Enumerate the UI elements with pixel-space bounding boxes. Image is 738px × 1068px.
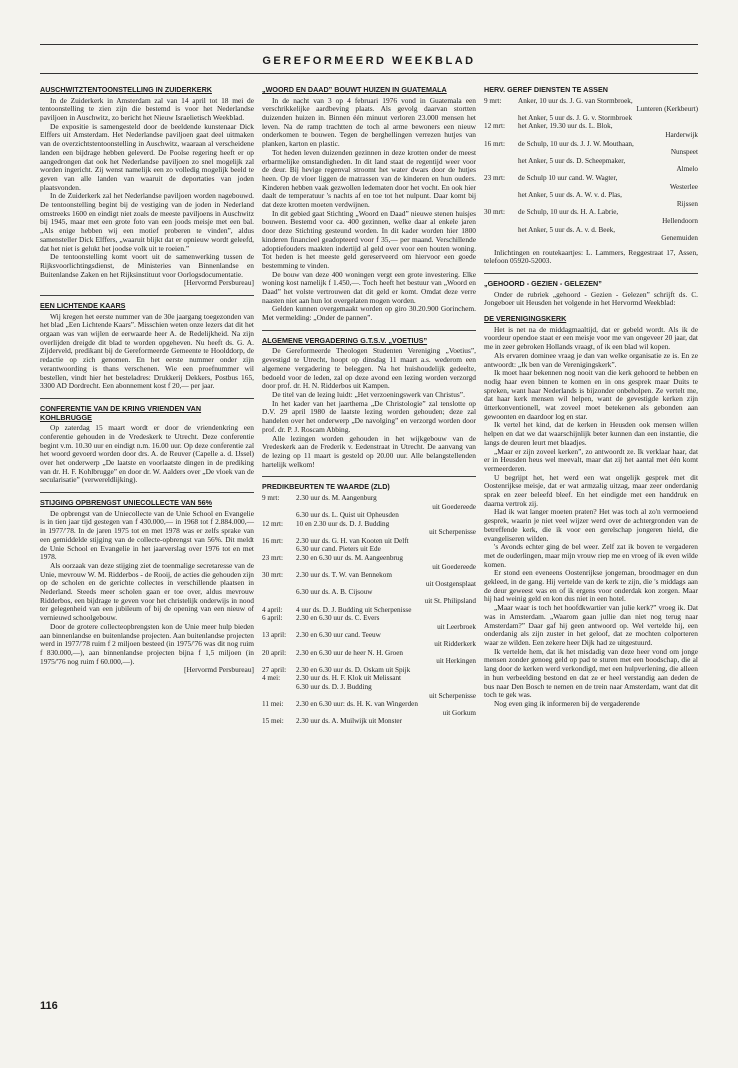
schedule-entry: [296, 588, 476, 605]
schedule-text: de Schulp, 10 uur ds. J. J. W. Mouthaan,: [518, 139, 634, 148]
article-paragraph: Door de grotere collecteopbrengsten kon de Unie meer hulp bieden aan binnenlandse en buitenlandse projecten. Aan buitenlandse projecten werd in 1977/'78 ruim f 2 miljoen besteed (in 1975/'76 was dit nog ruim f 830.000,—), aan binnenlandse projecten bijna f 1,5 miljoen (in 1975/'76 nog ruim f 60.000,—).: [40, 621, 254, 666]
schedule-date: 30 mrt:: [484, 208, 505, 217]
schedule-entry: [296, 537, 476, 546]
schedule-row: [484, 226, 698, 243]
schedule-date: 9 mrt:: [262, 493, 280, 502]
article-paragraph: In het kader van het jaarthema „De Christologie” zal tenslotte op D.V. 29 april 1980 de laatste lezing worden gehouden; deze zal handelen over het onderwerp „De navolging” en verzorgd worden door prof. dr. P. J. Roscam Abbing.: [262, 398, 476, 434]
article-paragraph: In de Zuiderkerk zal het Nederlandse paviljoen worden nagebouwd. De tentoonstelling begint bij de vestiging van de joden in Nederland omstreeks 1600 en eindigt niet zoals de meeste paviljoens in Auschwitz bij 1945, maar met een grote foto van een joods meisje met een bal. „Als enige hebben wij een motief proberen te vinden”, aldus samensteller Dick Elffers, „waaruit blijkt dat er opnieuw wordt geleefd, dat het niet is gelukt het joodse volk uit te roeien.”: [40, 191, 254, 253]
schedule-entry: [518, 226, 698, 243]
article-paragraph: Ik moet haar bekennen nog nooit van die kerk gehoord te hebben en nodig haar even binnen te komen en in ons gesprek maar Duits te spreken, want haar Nederlands is bijzonder onbeholpen. Ze vertelt me, dat haar kerk mensen wil helpen, want de gevestigde kerken zijn ütterkonventionell, wat zoveel moet betekenen als gebonden aan gewoonten en daardoor log en star.: [484, 368, 698, 421]
schedule-entry: [296, 520, 476, 537]
schedule-text: het Anker, 19.30 uur ds. L. Blok,: [518, 122, 613, 131]
schedule-row: [484, 174, 698, 191]
article-paragraph: Er stond een eveneens Oostenrijkse jongeman, broodmager en dun gekleed, in de gang. Hij vertelde van de kerk te zijn, die 's middags aan de deur geweest was en of ik ergens voor onderdak kon zorgen. Maar hij had weinig geld en kon dus niet in een hotel.: [484, 568, 698, 604]
schedule-date: 23 mrt:: [262, 554, 283, 563]
article-divider: [40, 295, 254, 296]
schedule-text: het Anker, 5 uur ds. A. W. v. d. Plas,: [518, 191, 622, 200]
article: [40, 405, 254, 485]
column-left: [40, 86, 254, 682]
schedule-place: Lunteren (Kerkbeurt): [636, 105, 698, 114]
schedule-row: [262, 494, 476, 511]
schedule-date: [262, 545, 296, 554]
schedule-text: Anker, 10 uur ds. J. G. van Stormbroek,: [518, 96, 633, 105]
article-paragraph: Op zaterdag 15 maart wordt er door de vriendenkring een conferentie gehouden in de Vredeskerk te Utrecht. Deze conferentie begint v.m. 10.30 uur en eindigt n.m. 16.00 uur. Op deze conferentie zal het woord gevoerd worden door drs. A. de Reuver (Capelle a. d. IJssel) over het onderwerp „De laatste en voorlaatste dingen in de prediking van dr. H. F. Kohlbrugge” en door dr. W. Aalders over „De vloek van de secularisatie” (verwereldlijking).: [40, 423, 254, 485]
article-title: CONFERENTIE VAN DE KRING VRIENDEN VAN KOHLBRUGGE: [40, 403, 202, 422]
schedule-row: [262, 700, 476, 717]
schedule-entry: [518, 191, 698, 208]
schedule-row: [484, 208, 698, 225]
article-paragraph: Tot heden leven duizenden gezinnen in deze krotten onder de meest erbarmelijke omstandigheden. In dit land staat de regentijd weer voor de deur. Bij hevige regenval stroomt het water dwars door de hutjes heen. Op de vloer liggen de matrassen van de kinderen en hun ouders. Kinderen hebben vaak gezwollen ledematen door het vocht. En ook hier daalt de temperatuur 's nachts af en toe tot het nulpunt. Daar komt bij dat deze krotten moeten verdwijnen.: [262, 147, 476, 210]
schedule-row: [484, 191, 698, 208]
article-title: ALGEMENE VERGADERING G.T.S.V. „VOETIUS”: [262, 335, 428, 345]
schedule-date: 20 april:: [262, 648, 287, 657]
schedule-text: 6.30 uur ds. D. J. Budding: [296, 682, 372, 691]
schedule-row: [262, 614, 476, 631]
schedule-table: [484, 97, 698, 243]
schedule-entry: [296, 554, 476, 571]
schedule-text: 2.30 en 6.30 uur cand. Teeuw: [296, 631, 381, 640]
schedule-entry: [296, 717, 476, 726]
article: [484, 315, 698, 709]
article-paragraph: Als oorzaak van deze stijging ziet de toenmalige secretaresse van de Unie, mevrouw W. M. Ridderbos - de Rooij, de acties die gehouden zijn op de scholen en de gerichte collectes in verschillende plaatsen in Nederland. Steeds meer scholen gaan er toe over, aldus mevrouw Ridderbos, een bijdrage te geven voor het christelijk onderwijs in nood ter gelegenheid van een jubileum of bij de opening van een nieuw of vernieuwd schoolgebouw.: [40, 560, 254, 623]
schedule-place: Harderwijk: [665, 130, 698, 139]
article-paragraph: Ik vertelde hem, dat ik het misdadig van deze heer vond om jonge mensen zonder genoeg geld op pad te sturen met een boodschap, die al lang door de kerken werd verkondigd, met een hulpverlening, die alleen in hun verbeelding bestond en dat ze er heel verstandig aan deden de bus naar Den Bosch te nemen en de trein naar Amsterdam, want dat dit toch te gek was.: [484, 646, 698, 700]
article-title: AUSCHWITZTENTOONSTELLING IN ZUIDERKERK: [40, 85, 212, 94]
schedule: [484, 86, 698, 266]
article-divider: [40, 492, 254, 493]
schedule-place: uit Goedereede: [432, 502, 476, 511]
schedule-entry: [518, 97, 698, 114]
schedule-row: [484, 157, 698, 174]
schedule-date: 13 april:: [262, 631, 287, 640]
schedule-entry: [518, 140, 698, 157]
article-paragraph: Als ervaren dominee vraag je dan van welke organisatie ze is. En ze antwoordt: „Ik ben van de Verenigingskerk”.: [484, 350, 698, 369]
schedule-row: [262, 666, 476, 675]
schedule-place: uit Herkingen: [436, 657, 476, 666]
article-paragraph: De opbrengst van de Uniecollecte van de Unie School en Evangelie is in tien jaar tijd gestegen van f 430.000,— in 1968 tot f 2.884.000,— in 1977/'78. In de jaren 1975 tot en met 1978 was er zelfs sprake van een gemiddelde stijging van de collecte-opbrengst van 56%. Dit meldt de Unie School en Evangelie in het jaarverslag over 1976 tot en met 1978.: [40, 508, 254, 562]
schedule-table: [262, 494, 476, 726]
schedule-row: [262, 683, 476, 700]
schedule-title: PREDIKBEURTEN TE WAARDE (ZLD): [262, 482, 390, 492]
article-paragraph: De Gereformeerde Theologen Studenten Vereniging „Voetius”, gevestigd te Utrecht, hoopt op dinsdag 11 maart a.s. wederom een algemene vergadering te beleggen. Na het huishoudelijk gedeelte, bedoeld voor de leden, zal op deze avond een lezing worden verzorgd door prof. dr. H. N. Ridderbos uit Kampen.: [262, 346, 476, 391]
schedule-entry: [296, 700, 476, 717]
schedule-place: uit Gorkum: [442, 708, 476, 717]
schedule-date: [262, 511, 296, 520]
article-paragraph: De expositie is samengesteld door de beeldende kunstenaar Dick Elffers uit Amsterdam. Het Nederlandse paviljoen gaat deel uitmaken van de overzichtstentoonstelling in Auschwitz, waaraan al verscheidene landen een bijdrage hebben geleverd. De Poolse regering heeft er op aangedrongen dat ook het Nederlandse paviljoen zo snel mogelijk zal worden ingericht. Zij wenst namelijk een zo volledig mogelijk beeld te geven van alle landen van waaruit de deportaties van joden plaatsvonden.: [40, 121, 254, 192]
schedule-row: [262, 674, 476, 683]
schedule-date: 30 mrt:: [262, 571, 283, 580]
schedule-row: [484, 97, 698, 114]
schedule-text: 2.30 en 6.30 uur de heer N. H. Groen: [296, 648, 403, 657]
schedule-entry: [296, 606, 476, 615]
schedule-title: HERV. GEREF DIENSTEN TE ASSEN: [484, 85, 608, 94]
schedule-date: [484, 226, 518, 243]
schedule-text: 10 en 2.30 uur ds. D. J. Budding: [296, 519, 390, 528]
schedule-row: [262, 511, 476, 520]
header-bottom-rule: [40, 73, 698, 74]
schedule-place: uit Ridderkerk: [434, 640, 476, 648]
schedule-text: 2.30 en 6.30 uur: ds. H. K. van Wingerden: [296, 700, 418, 709]
schedule-place: uit Oostgensplaat: [425, 579, 476, 588]
article-divider: [262, 476, 476, 477]
schedule-date: 16 mrt:: [484, 139, 505, 148]
article-divider: [40, 398, 254, 399]
publication-title: GEREFORMEERD WEEKBLAD: [262, 55, 476, 67]
schedule-date: 11 mei:: [262, 700, 284, 709]
article-title: DE VERENIGINGSKERK: [484, 314, 567, 324]
schedule-entry: [296, 511, 476, 520]
schedule-row: [484, 140, 698, 157]
column-right: [484, 86, 698, 716]
schedule-date: [484, 157, 518, 174]
schedule-date: 23 mrt:: [484, 173, 505, 182]
schedule-date: 16 mrt:: [262, 536, 283, 545]
article-paragraph: In de Zuiderkerk in Amsterdam zal van 14 april tot 18 mei de tentoonstelling te zien zijn die bestemd is voor het Nederlandse paviljoen in Auschwitz, zo bericht het Nieuw Israelietisch Weekblad.: [40, 95, 254, 122]
schedule-row: [262, 606, 476, 615]
schedule-place: Nunspeet: [670, 148, 698, 157]
schedule-place: uit Scherpenisse: [429, 528, 476, 537]
schedule-row: [262, 717, 476, 726]
article-divider: [484, 273, 698, 274]
schedule-date: [262, 588, 296, 605]
article-paragraph: Nog even ging ik informeren bij de vergaderende: [494, 698, 640, 708]
schedule-text: 2.30 uur ds. A. Muilwijk uit Monster: [296, 717, 403, 726]
article-paragraph: Had ik wat langer moeten praten? Het was toch al zo'n vermoeiend gesprek, waarin je niet veel wijzer werd over de achtergronden van de betreffende kerk, die ik voor een gerelschap jongeren hield, die evangeliseren wilden.: [484, 507, 698, 543]
article-paragraph: In de nacht van 3 op 4 februari 1976 vond in Guatemala een verschrikkelijke aardbeving plaats. Als gevolg daarvan stortten duizenden huizen in. Binnen één minuut verloren 23.000 mensen het leven. Na de ramp trachtten de toch al arme bewoners een nieuw onderkomen te bouwen. Tegen de berghellingen verrezen hutjes van planken, karton en plastic.: [262, 95, 476, 149]
schedule-date: [262, 683, 296, 700]
header-top-rule: [40, 44, 698, 45]
schedule-row: [262, 571, 476, 588]
article-paragraph: „Maar er zijn zoveel kerken”, zo antwoordt ze. Ik verklaar haar, dat er in Heusden heus wel meevalt, maar dat zij het aantal met één komt vermeerderen.: [484, 446, 698, 473]
schedule-text: het Anker, 5 uur ds. J. G. v. Stormbroek: [518, 113, 633, 122]
article: [262, 86, 476, 323]
schedule-entry: [296, 614, 476, 631]
article-paragraph: In dit gebied gaat Stichting „Woord en Daad” nieuwe stenen huisjes bouwen. Bestemd voor ca. 400 gezinnen, welke daar al enkele jaren door deze Stichting gesteund worden. In dit kader worden hier 1800 kinderen financieel geadopteerd voor f 35,— per maand. Verschillende adoptiefouders maakten indertijd al geld over voor een houten woning. Tot heden is het meeste geld gereserveerd om hiervoor een goede bestemming te vinden.: [262, 208, 476, 270]
article-paragraph: 's Avonds echter ging de bel weer. Zelf zat ik boven te vergaderen met de ouderlingen, maar mijn vrouw riep me en vroeg of ik even wilde komen.: [484, 542, 698, 569]
schedule-date: 12 mrt:: [262, 519, 283, 528]
schedule-row: [262, 545, 476, 554]
schedule-row: [262, 649, 476, 666]
schedule-text: de Schulp 10 uur cand. W. Wagter,: [518, 173, 618, 182]
page-number: 116: [40, 1000, 58, 1012]
schedule-text: 2.30 uur ds. T. W. van Bennekom: [296, 571, 392, 580]
schedule-text: 4 uur ds. D. J. Budding uit Scherpenisse: [296, 605, 412, 614]
schedule-date: [484, 191, 518, 208]
schedule-date: 4 mei:: [262, 674, 281, 683]
article-paragraph: Het is net na de middagmaaltijd, dat er gebeld wordt. Als ik de voordeur opendoe staat er een meisje voor me van ongeveer 20 jaar, dat me in zeer gebroken Hollands vraagt, of ik een blad wil kopen.: [484, 324, 698, 352]
article-paragraph: De titel van de lezing luidt: „Het verzoeningswerk van Christus”.: [272, 389, 465, 399]
article-source: [Hervormd Persbureau]: [184, 665, 254, 675]
schedule-date: 12 mrt:: [484, 122, 505, 131]
schedule-entry: [296, 666, 476, 675]
article-title: STIJGING OPBRENGST UNIECOLLECTE VAN 56%: [40, 498, 212, 508]
article-source: [Hervormd Persbureau]: [184, 278, 254, 288]
schedule-text: 2.30 en 6.30 uur ds. D. Oskam uit Spijk: [296, 665, 411, 674]
schedule: [262, 483, 476, 726]
column-middle: [262, 86, 476, 733]
article-paragraph: Onder de rubriek „gehoord - Gezien - Gelezen” schrijft ds. C. Jongeboer uit Heusden het volgende in het Hervormd Weekblad:: [484, 289, 698, 308]
article-divider: [262, 330, 476, 331]
schedule-date: 15 mei:: [262, 717, 284, 726]
article: [40, 86, 254, 288]
schedule-text: 6.30 uur cand. Pieters uit Ede: [296, 545, 381, 554]
schedule-entry: [518, 174, 698, 191]
article-paragraph: De bouw van deze 400 woningen vergt een grote investering. Elke woning kost namelijk f 1.450,—. Toch heeft het bestuur van „Woord en Daad” het volste vertrouwen dat dit geld er komt. Omdat deze verre naasten niet aan hun lot overgelaten mogen worden.: [262, 269, 476, 305]
schedule-text: 6.30 uur ds. L. Quist uit Opheusden: [296, 511, 399, 520]
schedule-text: 2.30 en 6.30 uur ds. C. Evers: [296, 614, 380, 623]
schedule-entry: [518, 208, 698, 225]
schedule-text: 2.30 uur ds. G. H. van Kooten uit Delft: [296, 536, 409, 545]
article-title: „GEHOORD - GEZIEN - GELEZEN”: [484, 279, 602, 289]
schedule-place: Rijssen: [676, 199, 698, 208]
schedule-place: uit Scherpenisse: [429, 691, 476, 700]
schedule-text: 2.30 en 6.30 uur ds. M. Aangeenbrug: [296, 554, 403, 563]
schedule-date: [484, 114, 518, 123]
article-paragraph: Gelden kunnen overgemaakt worden op giro 30.20.900 Gorinchem. Met vermelding: „Onder de pannen”.: [262, 304, 476, 323]
schedule-place: Westerlee: [669, 182, 698, 191]
schedule-entry: [296, 571, 476, 588]
article: [40, 499, 254, 675]
schedule-entry: [296, 631, 476, 648]
schedule-entry: [518, 122, 698, 139]
schedule-place: uit Leerbroek: [437, 622, 476, 631]
article-paragraph: U begrijpt het, het werd een wat ongelijk gesprek met dit Oostenrijkse meisje, dat er wat armzalig uitzag, maar zeer onderdanig sprak en zeer beleefd bleef. En het eindigde met een handdruk en daarna vertrok zij.: [484, 472, 698, 508]
article: [484, 280, 698, 308]
article-title: „WOORD EN DAAD” BOUWT HUIZEN IN GUATEMALA: [262, 85, 447, 94]
schedule-place: Hellendoorn: [662, 216, 698, 225]
schedule-date: 6 april:: [262, 614, 283, 623]
schedule-text: het Anker, 5 uur ds. A. v. d. Beek,: [518, 225, 616, 234]
schedule-entry: [296, 674, 476, 683]
article-title: EEN LICHTENDE KAARS: [40, 301, 126, 311]
page-header: [40, 44, 698, 78]
article: [262, 337, 476, 469]
schedule-row: [262, 631, 476, 648]
schedule-entry: [296, 494, 476, 511]
schedule-entry: [518, 114, 698, 123]
schedule-date: 9 mrt:: [484, 96, 502, 105]
schedule-row: [262, 554, 476, 571]
schedule-text: 2.30 uur ds. H. F. Klok uit Melissant: [296, 674, 402, 683]
schedule-note: Inlichtingen en routekaartjes: L. Lammers, Reggestraat 17, Assen, telefoon 05920-52003.: [484, 247, 698, 266]
article-paragraph: „Maar waar is toch het hoofdkwartier van julie kerk?” vroeg ik. Dat was in Amsterdam. „Waarom gaan jullie dan niet nog terug naar Amsterdam?” Daar gaf hij geen antwoord op. Wel vertelde hij, een onderdanig als zijn zuster in het geloof, dat ze mochten colporteren waar ze wilden. Een zekere heer Dijk had ze uitgestuurd.: [484, 603, 698, 647]
schedule-text: het Anker, 5 uur ds. D. Scheepmaker,: [518, 156, 626, 165]
article-paragraph: Alle lezingen worden gehouden in het wijkgebouw van de Vredeskerk aan de Frederik v. Eedenstraat in Utrecht. De aanvang van de lezing op 11 maart is gesteld op 20.00 uur. Alle belangstellenden hartelijk welkom!: [262, 433, 476, 469]
article: [40, 302, 254, 391]
article-paragraph: Ik vertel het kind, dat de kerken in Heusden ook mensen willen helpen en dat we dat waarschijnlijk beter kunnen dan een instantie, die langs de deuren leurt met blaadjes.: [484, 420, 698, 447]
schedule-row: [262, 520, 476, 537]
schedule-place: uit St. Philipsland: [424, 597, 476, 606]
schedule-date: 27 april:: [262, 665, 287, 674]
schedule-entry: [518, 157, 698, 174]
article-paragraph: Wij kregen het eerste nummer van de 30e jaargang toegezonden van het blad „Een Lichtende Kaars”. Misschien weten onze lezers dat dit het orgaan was van wijlen de eerwaarde heer A. de Redelijkheid. Na zijn overlijden dreigde dit blad te worden opgeheven. Nu heeft ds. G. A. Zijderveld, predikant bij de Gereformeerde Gemeente te Hoolddorp, de redactie op zich genomen. En het eerste nummer onder zijn verantwoording is thans verschenen. Wie een proefnummer wil bestellen, vindt hier het besteladres: Drukkerij Dekkers, Postbus 165, 3300 AD Dordrecht. Een abonnement kost f 20,— per jaar.: [40, 311, 254, 391]
article-paragraph: De tentoonstelling komt voort uit de samenwerking tussen de Rijksvoorlichtingsdienst, de Ministeries van Binnenlandse en Buitenlandse Zaken en het Rijksinstituut voor Oorlogsdocumentatie.: [40, 252, 254, 279]
schedule-place: Almelo: [676, 165, 698, 174]
schedule-entry: [296, 683, 476, 700]
schedule-row: [262, 588, 476, 605]
schedule-text: 2.30 uur ds. M. Aangenburg: [296, 493, 377, 502]
schedule-text: 6.30 uur ds. A. B. Cijsouw: [296, 588, 373, 597]
schedule-entry: [296, 649, 476, 666]
schedule-place: Genemuiden: [661, 234, 698, 243]
schedule-entry: [296, 545, 476, 554]
schedule-row: [484, 114, 698, 123]
schedule-row: [262, 537, 476, 546]
schedule-text: de Schulp, 10 uur ds. H. A. Labrie,: [518, 208, 619, 217]
schedule-row: [484, 122, 698, 139]
schedule-place: uit Goedereede: [432, 562, 476, 571]
schedule-date: 4 april:: [262, 605, 283, 614]
